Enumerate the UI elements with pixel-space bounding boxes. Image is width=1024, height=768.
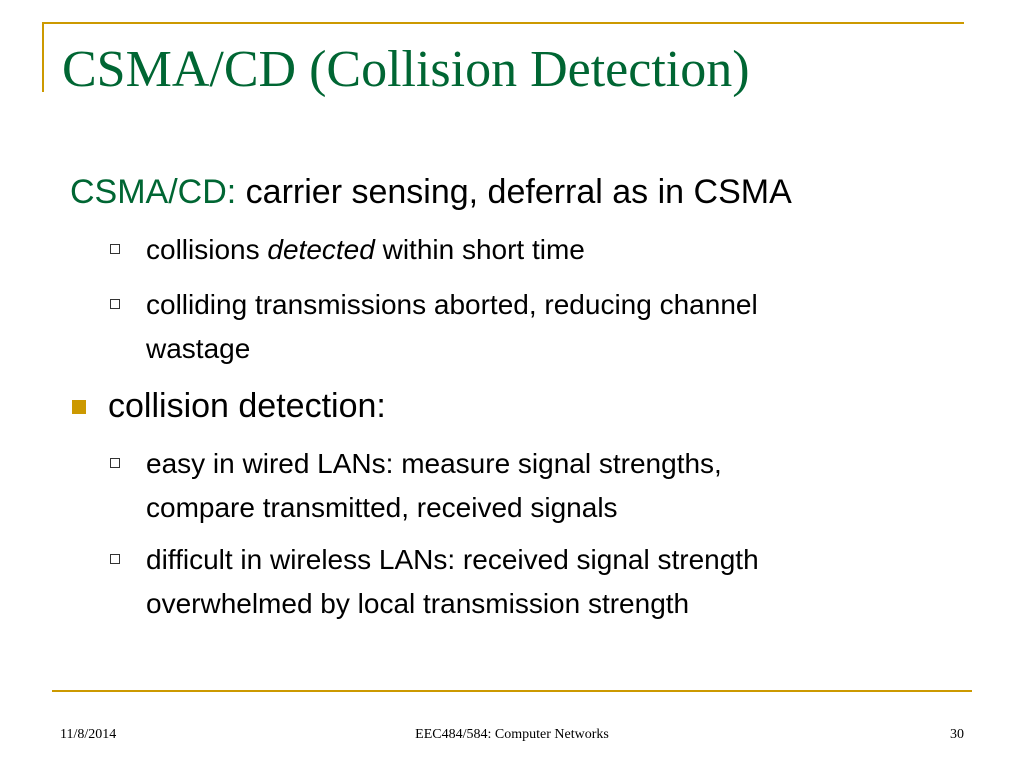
footer-course-title: EEC484/584: Computer Networks — [415, 727, 609, 742]
hollow-square-bullet-icon — [110, 244, 120, 254]
emphasis-text: detected — [267, 234, 375, 265]
hollow-square-bullet-icon — [110, 299, 120, 309]
hollow-square-bullet-icon — [110, 458, 120, 468]
sub-bullet-text-line-2: compare transmitted, received signals — [146, 492, 618, 523]
text-segment: collisions — [146, 234, 268, 265]
frame-left-line — [42, 22, 44, 92]
sub-bullet-text — [146, 228, 585, 272]
frame-top-line — [42, 22, 964, 24]
bullet-text: collision detection: — [108, 387, 386, 425]
sub-bullet-text-line-2: overwhelmed by local transmission strength — [146, 588, 690, 619]
sub-bullet-text-line-2: wastage — [146, 333, 251, 364]
text-segment: within short time — [374, 234, 585, 265]
intro-lead: CSMA/CD: — [70, 173, 237, 211]
footer-date: 11/8/2014 — [60, 727, 117, 742]
sub-bullet-text-line-1: easy in wired LANs: measure signal strengths, — [146, 448, 722, 479]
sub-bullet-text-line-1: difficult in wireless LANs: received signal strength — [146, 544, 759, 575]
intro-line — [70, 170, 792, 214]
slide-title: CSMA/CD (Collision Detection) — [62, 41, 750, 98]
footer-page-number: 30 — [950, 727, 964, 742]
sub-bullet-text-line-1: colliding transmissions aborted, reducing channel — [146, 289, 758, 320]
frame-bottom-line — [52, 690, 972, 692]
hollow-square-bullet-icon — [110, 554, 120, 564]
filled-square-bullet-icon — [72, 400, 86, 414]
intro-rest: carrier sensing, deferral as in CSMA — [236, 173, 792, 211]
